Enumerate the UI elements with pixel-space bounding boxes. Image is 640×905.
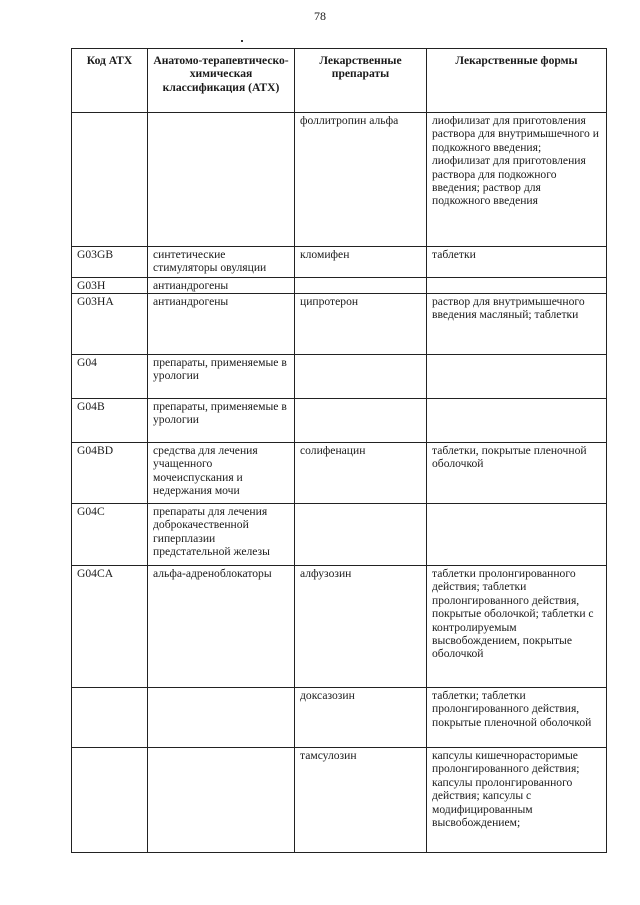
table-row xyxy=(72,294,607,355)
table-row xyxy=(72,688,607,748)
drug-cell xyxy=(295,504,427,566)
table-row xyxy=(72,355,607,399)
stray-dot xyxy=(241,40,243,42)
header-classification: Анатомо-терапевтическо-химическая классификация (АТХ) xyxy=(148,49,295,113)
table-row xyxy=(72,113,607,247)
drug-cell: ципротерон xyxy=(295,294,427,355)
forms-cell: таблетки, покрытые пленочной оболочкой xyxy=(427,443,607,504)
code-cell xyxy=(72,688,148,748)
table-row xyxy=(72,247,607,278)
table-row xyxy=(72,443,607,504)
forms-cell xyxy=(427,399,607,443)
class-cell xyxy=(148,688,295,748)
drug-cell: фоллитропин альфа xyxy=(295,113,427,247)
table-row xyxy=(72,504,607,566)
class-cell: препараты, применяемые в урологии xyxy=(148,399,295,443)
class-cell: синтетические стимуляторы овуляции xyxy=(148,247,295,278)
forms-cell: таблетки xyxy=(427,247,607,278)
code-cell xyxy=(72,748,148,853)
page-number: 78 xyxy=(314,9,326,23)
code-cell: G04CA xyxy=(72,566,148,688)
code-cell: G03HA xyxy=(72,294,148,355)
drug-cell: тамсулозин xyxy=(295,748,427,853)
code-cell: G03H xyxy=(72,278,148,294)
code-cell: G04B xyxy=(72,399,148,443)
table-row xyxy=(72,278,607,294)
forms-cell xyxy=(427,278,607,294)
forms-cell: раствор для внутримышечного введения масляный; таблетки xyxy=(427,294,607,355)
class-cell: антиандрогены xyxy=(148,278,295,294)
header-forms: Лекарственные формы xyxy=(427,49,607,113)
drug-cell xyxy=(295,278,427,294)
header-code: Код АТХ xyxy=(72,49,148,113)
drug-cell xyxy=(295,399,427,443)
code-cell xyxy=(72,113,148,247)
class-cell xyxy=(148,113,295,247)
class-cell xyxy=(148,748,295,853)
class-cell: альфа-адреноблокаторы xyxy=(148,566,295,688)
drug-cell xyxy=(295,355,427,399)
forms-cell xyxy=(427,504,607,566)
code-cell: G04 xyxy=(72,355,148,399)
class-cell: препараты для лечения доброкачественной гиперплазии предстательной железы xyxy=(148,504,295,566)
drug-cell: кломифен xyxy=(295,247,427,278)
forms-cell: таблетки; таблетки пролонгированного действия, покрытые пленочной оболочкой xyxy=(427,688,607,748)
forms-cell xyxy=(427,355,607,399)
forms-cell: лиофилизат для приготовления раствора для внутримышечного и подкожного введения; лиофилизат для приготовления раствора для подкожного введения; раствор для подкожного введения xyxy=(427,113,607,247)
class-cell: антиандрогены xyxy=(148,294,295,355)
code-cell: G03GB xyxy=(72,247,148,278)
class-cell: средства для лечения учащенного мочеиспускания и недержания мочи xyxy=(148,443,295,504)
forms-cell: капсулы кишечнорасторимые пролонгированного действия; капсулы пролонгированного действия; капсулы с модифицированным высвобождением; xyxy=(427,748,607,853)
code-cell: G04BD xyxy=(72,443,148,504)
class-cell: препараты, применяемые в урологии xyxy=(148,355,295,399)
forms-cell: таблетки пролонгированного действия; таблетки пролонгированного действия, покрытые оболочкой; таблетки с контролируемым высвобождением, покрытые оболочкой xyxy=(427,566,607,688)
table-row xyxy=(72,399,607,443)
header-drugs: Лекарственные препараты xyxy=(295,49,427,113)
drug-cell: доксазозин xyxy=(295,688,427,748)
table-row xyxy=(72,748,607,853)
table-header-row xyxy=(72,49,607,113)
code-cell: G04C xyxy=(72,504,148,566)
drug-cell: солифенацин xyxy=(295,443,427,504)
atc-table xyxy=(71,48,607,853)
drug-cell: алфузозин xyxy=(295,566,427,688)
table-row xyxy=(72,566,607,688)
